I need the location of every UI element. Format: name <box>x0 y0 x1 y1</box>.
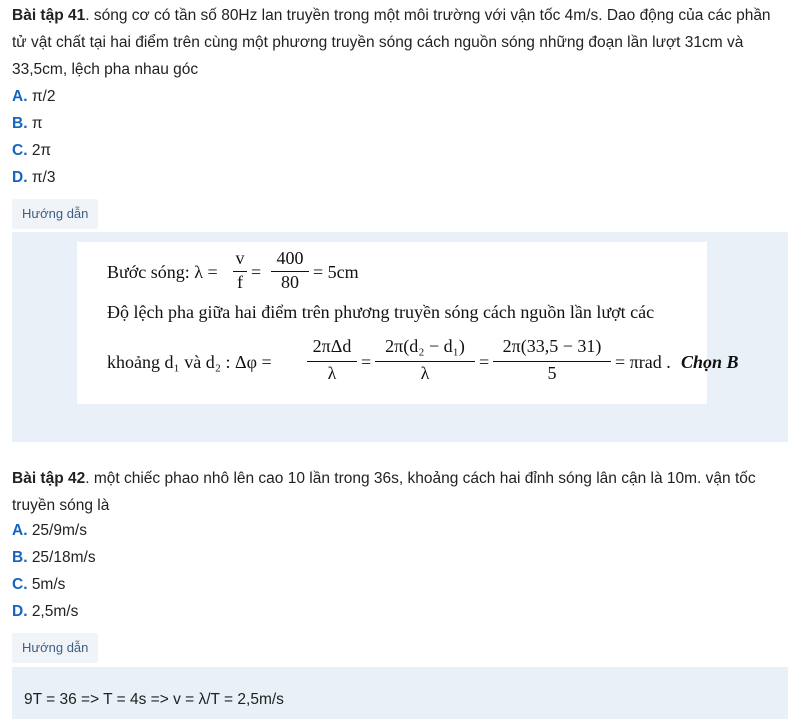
q41-option-c[interactable] <box>12 138 51 164</box>
option-letter: A. <box>12 88 28 105</box>
frac-v-num: v <box>235 248 245 268</box>
q42-option-a[interactable] <box>12 518 87 544</box>
q42-option-d[interactable] <box>12 599 78 625</box>
frac-2pidd-bar <box>307 361 357 362</box>
option-letter: C. <box>12 142 28 159</box>
line3-choice: Chọn B <box>681 352 739 372</box>
frac-numeric-num: 2π(33,5 − 31) <box>502 336 602 356</box>
q41-solution-image <box>77 242 739 404</box>
option-letter: D. <box>12 603 28 620</box>
frac-lambda-den-2: λ <box>420 363 430 383</box>
option-letter: B. <box>12 549 28 566</box>
option-letter: D. <box>12 169 28 186</box>
frac-2pidd-num: 2πΔd <box>312 336 352 356</box>
question-42-body: . một chiếc phao nhô lên cao 10 lần trong 36s, khoảng cách hai đỉnh sóng lân cận là 10m. vận tốc truyền sóng là <box>12 470 756 514</box>
q42-option-c[interactable] <box>12 572 65 598</box>
q41-option-a[interactable] <box>12 84 55 110</box>
frac-400-num: 400 <box>276 248 304 268</box>
option-text: π <box>31 115 43 132</box>
option-text: 25/9m/s <box>31 522 87 539</box>
solution-line-2: Độ lệch pha giữa hai điểm trên phương truyền sóng cách nguồn lần lượt các <box>107 302 655 322</box>
line3-result: = πrad . <box>615 352 671 372</box>
option-text: π/2 <box>31 88 56 105</box>
option-letter: A. <box>12 522 28 539</box>
q42-option-b[interactable] <box>12 545 96 571</box>
option-text: 5m/s <box>31 576 66 593</box>
line3-eq-1: = <box>361 352 372 372</box>
question-42-text <box>12 465 787 519</box>
option-text: π/3 <box>31 169 56 186</box>
question-41-text <box>12 2 787 83</box>
frac-5-den: 5 <box>547 363 557 383</box>
option-text: 2π <box>31 142 52 159</box>
question-41-body: . sóng cơ có tần số 80Hz lan truyền trong một môi trường với vận tốc 4m/s. Dao động của các phần tử vật chất tại hai điểm trên cùng một phương truyền sóng cách nguồn sóng những đoạn lần lượt 31cm và 33,5cm, lệch pha nhau góc <box>12 7 771 78</box>
q41-guide-button[interactable]: Hướng dẫn <box>12 199 98 229</box>
frac-80-den: 80 <box>281 272 299 292</box>
q42-guide-button[interactable]: Hướng dẫn <box>12 633 98 663</box>
line3-eq-2: = <box>479 352 490 372</box>
frac-numeric-bar <box>493 361 611 362</box>
line3-prefix: khoảng d₁ và d₂ : Δφ = <box>107 352 272 372</box>
line1-eq: = <box>251 262 262 282</box>
q42-solution-text: 9T = 36 => T = 4s => v = λ/T = 2,5m/s <box>24 691 284 708</box>
question-41-label: Bài tập 41 <box>12 7 86 24</box>
option-letter: C. <box>12 576 28 593</box>
option-text: 25/18m/s <box>31 549 96 566</box>
frac-d2d1-num: 2π(d₂ − d₁) <box>385 336 465 356</box>
frac-d2d1-bar <box>375 361 475 362</box>
frac-lambda-den-1: λ <box>327 363 337 383</box>
line1-result: = 5cm <box>313 262 359 282</box>
frac-f-den: f <box>237 272 243 292</box>
option-letter: B. <box>12 115 28 132</box>
q41-option-b[interactable] <box>12 111 43 137</box>
q41-option-d[interactable] <box>12 165 55 191</box>
option-text: 2,5m/s <box>31 603 79 620</box>
line1-prefix: Bước sóng: λ = <box>107 262 218 282</box>
question-42-label: Bài tập 42 <box>12 470 86 487</box>
